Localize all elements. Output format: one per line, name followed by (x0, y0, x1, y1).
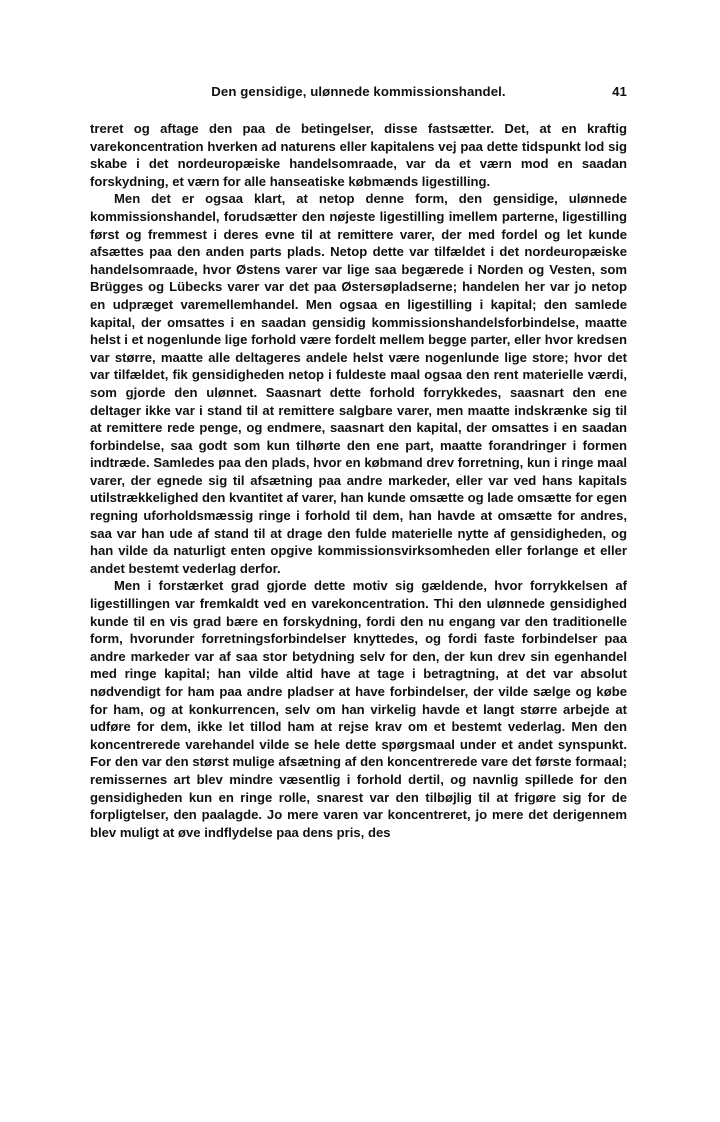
running-title: Den gensidige, ulønnede kommissionshandel. (211, 84, 506, 99)
body-text (90, 120, 627, 841)
book-page (90, 84, 627, 841)
paragraph: Men det er ogsaa klart, at netop denne form, den gensidige, ulønnede kommissionshandel, forudsætter den nøjeste ligestilling imellem parterne, ligestilling først og fremmest i deres evne til at remittere varer, der med fordel og let kunde afsættes paa den anden parts plads. Netop dette var tilfældet i det nordeuropæiske handelsomraade, hvor Østens varer var lige saa begærede i Norden og Vesten, som Brügges og Lübecks varer var det paa Østersøpladserne; handelen her var jo netop en udpræget varemellemhandel. Men ogsaa en ligestilling i kapital; den samlede kapital, der omsattes i en saadan gensidig kommissionshandelsforbindelse, maatte helst i et nogenlunde lige forhold være fordelt mellem begge parter, eller hvor kredsen var større, maatte alle deltageres andele helst være nogenlunde lige store; hvor det var tilfældet, fik gensidigheden netop i fuldeste maal ogsaa den rent materielle værdi, som gjorde den ulønnet. Saasnart dette forhold forrykkedes, saasnart den ene deltager ikke var i stand til at remittere salgbare varer, men maatte indskrænke sig til at remittere rede penge, og endmere, saasnart den kapital, der omsattes i en saadan forbindelse, saa godt som kun tilhørte den ene part, maatte forandringer i formen indtræde. Samledes paa den plads, hvor en købmand drev forretning, kun i ringe maal varer, der egnede sig til afsætning paa andre markeder, eller var ved hans kapitals utilstrækkelighed den kvantitet af varer, han kunde omsætte og lade omsætte for egen regning uforholdsmæssig ringe i forhold til dem, han havde at omsætte for andres, saa var han ude af stand til at drage den fulde materielle nytte af gensidigheden, og han vilde da naturligt enten opgive kommissionsvirksomheden eller forlange et eller andet bestemt vederlag derfor. (90, 191, 627, 576)
paragraph-continued: treret og aftage den paa de betingelser, disse fastsætter. Det, at en kraftig varekoncentration hverken ad naturens eller kapitalens vej paa dette tidspunkt lod sig skabe i det nordeuropæiske handelsomraade, var da et værn mod en saadan forskydning, et værn for alle hanseatiske købmænds ligestilling. (90, 121, 627, 189)
paragraph: Men i forstærket grad gjorde dette motiv sig gældende, hvor forrykkelsen af ligestillingen var fremkaldt ved en varekoncentration. Thi den ulønnede gensidighed kunde til en vis grad bære en forskydning, fordi den nu engang var den traditionelle form, hvorunder forretningsforbindelser knyttedes, og fordi faste forbindelser paa andre markeder var af saa stor betydning selv for den, der kun drev sin egenhandel med ringe kapital; han vilde altid have at tage i betragtning, at det var absolut nødvendigt for ham paa andre pladser at have forbindelser, der vilde sælge og købe for ham, og at konkurrencen, selv om han virkelig havde et langt større arbejde at udføre for dem, ikke let tillod ham at rejse krav om et bestemt vederlag. Men den koncentrerede varehandel vilde se hele dette spørgsmaal under et andet synspunkt. For den var den størst mulige afsætning af den koncentrerede vare det første formaal; remissernes art blev mindre væsentlig i forhold dertil, og navnlig spillede for den gensidigheden kun en ringe rolle, snarest var den tilbøjlig til at frigøre sig for de forpligtelser, den paalagde. Jo mere varen var koncentreret, jo mere det derigennem blev muligt at øve indflydelse paa dens pris, des (90, 578, 627, 840)
running-head (90, 84, 627, 104)
page-number: 41 (612, 84, 627, 99)
